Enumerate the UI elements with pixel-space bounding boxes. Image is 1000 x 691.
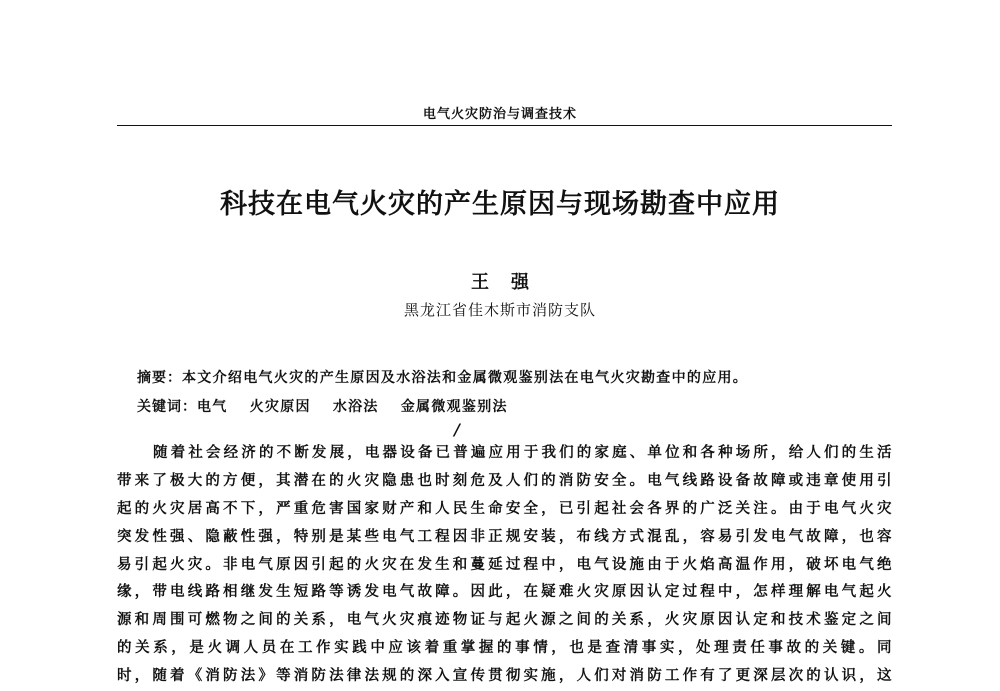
keyword-item: 电气 (197, 399, 228, 415)
abstract-text: 本文介绍电气火灾的产生原因及水浴法和金属微观鉴别法在电气火灾勘查中的应用。 (182, 370, 749, 386)
abstract-label: 摘要： (137, 370, 182, 386)
stray-pen-mark: / (454, 420, 460, 439)
body-line: 缘，带电线路相继发生短路等诱发电气故障。因此，在疑难火灾原因认定过程中，怎样理解电气起火 (117, 584, 892, 601)
author-affiliation: 黑龙江省佳木斯市消防支队 (403, 301, 596, 319)
body-paragraph (117, 440, 892, 691)
body-line: 时，随着《消防法》等消防法律法规的深入宣传贯彻实施，人们对消防工作有了更深层次的认识，这 (117, 668, 892, 685)
keyword-item: 火灾原因 (249, 399, 311, 415)
body-line: 源和周围可燃物之间的关系，电气火灾痕迹物证与起火源之间的关系，火灾原因认定和技术鉴定之间 (117, 612, 892, 629)
keywords (137, 396, 530, 416)
body-line: 易引起火灾。非电气原因引起的火灾在发生和蔓延过程中，电气设施由于火焰高温作用，破坏电气绝 (117, 556, 892, 573)
body-line: 的关系，是火调人员在工作实践中应该着重掌握的事情，也是查清事实，处理责任事故的关键。同 (117, 640, 892, 657)
header-rule (117, 125, 892, 126)
abstract (137, 367, 748, 387)
body-line: 带来了极大的方便，其潜在的火灾隐患也时刻危及人们的消防安全。电气线路设备故障或违章使用引 (117, 472, 892, 489)
body-line: 随着社会经济的不断发展，电器设备已普遍应用于我们的家庭、单位和各种场所，给人们的生活 (153, 445, 892, 461)
body-line: 突发性强、隐蔽性强，特别是某些电气工程因非正规安装，布线方式混乱，容易引发电气故障，也容 (117, 528, 892, 545)
running-head: 电气火灾防治与调查技术 (422, 107, 577, 122)
keyword-item: 金属微观鉴别法 (400, 399, 508, 415)
keyword-item: 水浴法 (332, 399, 379, 415)
author-name: 王强 (471, 272, 551, 293)
keywords-label: 关键词： (137, 399, 197, 415)
paper-title: 科技在电气火灾的产生原因与现场勘查中应用 (220, 189, 780, 220)
body-line: 起的火灾居高不下，严重危害国家财产和人民生命安全，已引起社会各界的广泛关注。由于电气火灾 (117, 500, 892, 517)
